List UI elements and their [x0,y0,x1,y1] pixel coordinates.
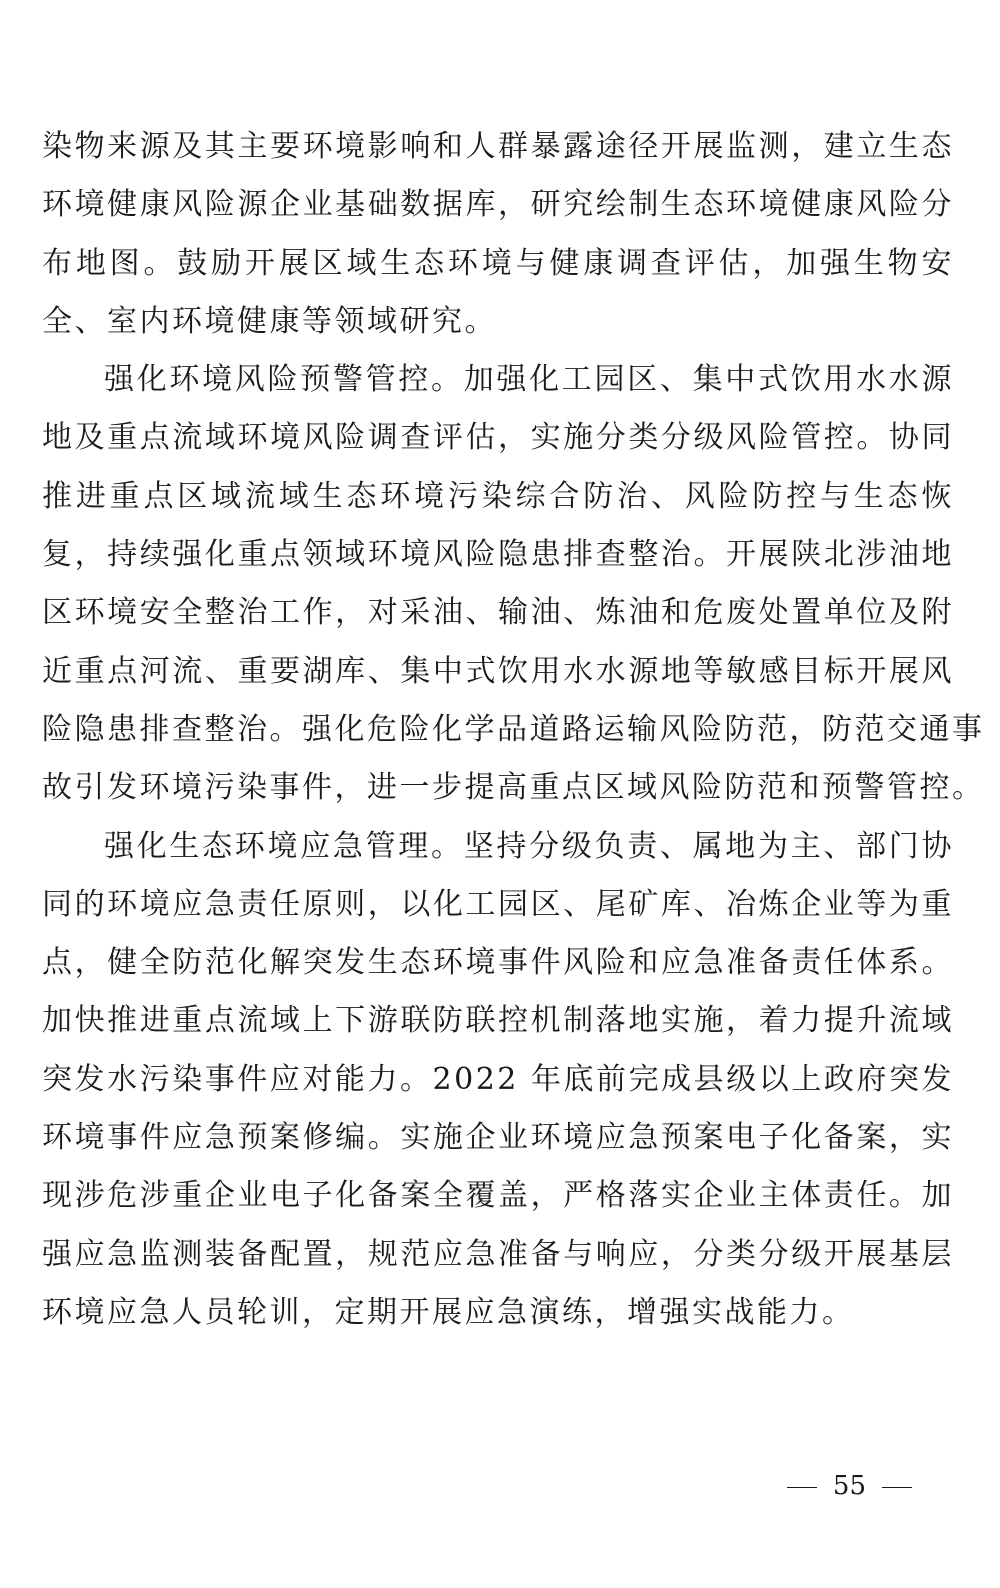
paragraph-1-line-3: 布地图。鼓励开展区域生态环境与健康调查评估，加强生物安 [42,245,954,281]
paragraph-1-line-1: 染物来源及其主要环境影响和人群暴露途径开展监测，建立生态 [42,129,954,164]
paragraph-2-line-6: 近重点河流、重要湖库、集中式饮用水水源地等敏感目标开展风 [42,653,954,689]
paragraph-3-line-1: 强化生态环境应急管理。坚持分级负责、属地为主、部门协 [104,828,954,864]
page-number-dash-left [787,1487,817,1488]
paragraph-3-line-3: 点，健全防范化解突发生态环境事件风险和应急准备责任体系。 [42,945,954,981]
page-number-value: 55 [832,1471,866,1501]
paragraph-2-line-3: 推进重点区域流域生态环境污染综合防治、风险防控与生态恢 [42,478,954,514]
page-number [787,1470,912,1502]
paragraph-3-line-4: 加快推进重点流域上下游联防联控机制落地实施，着力提升流域 [42,1003,954,1039]
paragraph-3-line-6: 环境事件应急预案修编。实施企业环境应急预案电子化备案，实 [42,1120,954,1156]
paragraph-3-line-7: 现涉危涉重企业电子化备案全覆盖，严格落实企业主体责任。加 [42,1178,954,1214]
paragraph-3-line-5: 突发水污染事件应对能力。2022 年底前完成县级以上政府突发 [42,1061,954,1097]
paragraph-2-line-1: 强化环境风险预警管控。加强化工园区、集中式饮用水水源 [104,362,954,398]
paragraph-3-line-2: 同的环境应急责任原则，以化工园区、尾矿库、冶炼企业等为重 [42,886,954,922]
paragraph-2-line-7: 险隐患排查整治。强化危险化学品道路运输风险防范，防范交通事 [42,711,985,747]
paragraph-1-line-4: 全、室内环境健康等领域研究。 [42,303,497,339]
body-text [42,118,985,1342]
paragraph-2-line-4: 复，持续强化重点领域环境风险隐患排查整治。开展陕北涉油地 [42,537,954,573]
paragraph-2-line-8: 故引发环境污染事件，进一步提高重点区域风险防范和预警管控。 [42,770,985,806]
paragraph-2-line-5: 区环境安全整治工作，对采油、输油、炼油和危废处置单位及附 [42,595,954,631]
paragraph-3-line-9: 环境应急人员轮训，定期开展应急演练，增强实战能力。 [42,1294,855,1330]
paragraph-1-line-2: 环境健康风险源企业基础数据库，研究绘制生态环境健康风险分 [42,187,954,223]
paragraph-3-line-8: 强应急监测装备配置，规范应急准备与响应，分类分级开展基层 [42,1236,954,1272]
paragraph-2-line-2: 地及重点流域环境风险调查评估，实施分类分级风险管控。协同 [42,420,954,456]
page-number-dash-right [882,1487,912,1488]
